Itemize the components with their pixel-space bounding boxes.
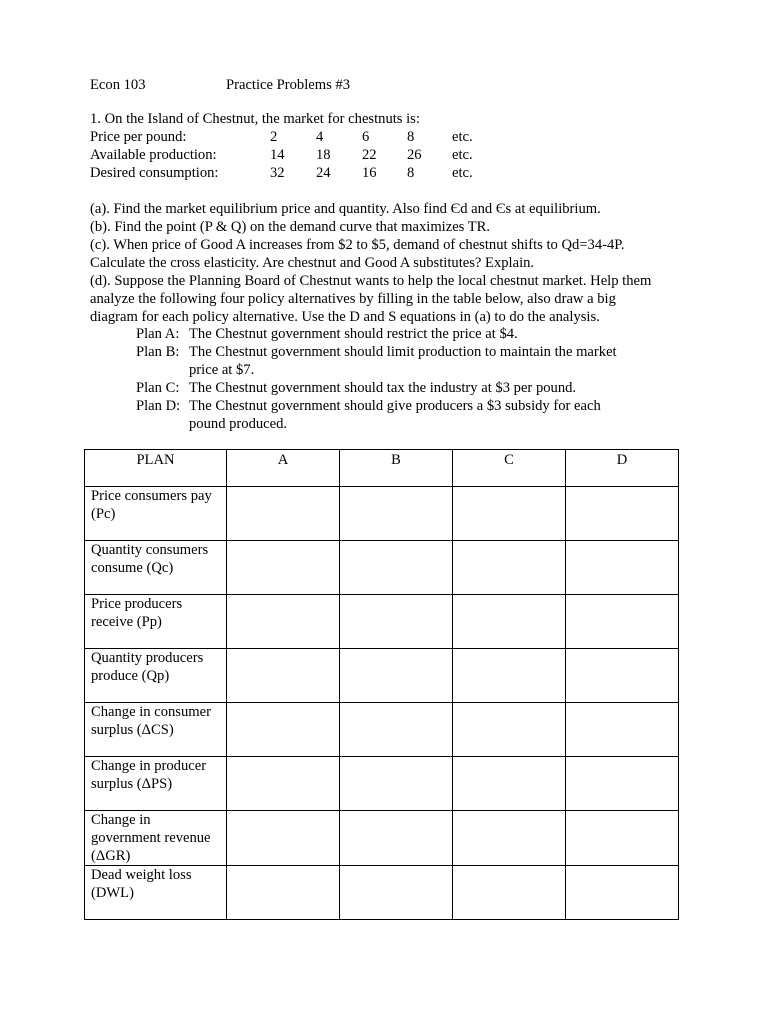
answer-cell-b[interactable] (340, 703, 453, 757)
question-line: diagram for each policy alternative. Use the D and S equations in (a) to do the analysis. (90, 309, 600, 325)
table-row (85, 703, 679, 757)
row-label-cell (85, 757, 227, 811)
schedule-row-label: Available production: (90, 147, 217, 163)
row-label-cell (85, 541, 227, 595)
schedule-value: 4 (316, 129, 324, 145)
schedule-value: 16 (362, 165, 377, 181)
page-title: Practice Problems #3 (226, 77, 351, 93)
table-row (85, 811, 679, 866)
schedule-value: 26 (407, 147, 422, 163)
answer-cell-a[interactable] (227, 703, 340, 757)
row-label-cell (85, 649, 227, 703)
answer-cell-c[interactable] (453, 811, 566, 866)
schedule-value: 14 (270, 147, 285, 163)
row-label-cell (85, 487, 227, 541)
question-line: Calculate the cross elasticity. Are chestnut and Good A substitutes? Explain. (90, 255, 535, 271)
answer-cell-a[interactable] (227, 541, 340, 595)
table-row (85, 595, 679, 649)
column-header-plan: PLAN (85, 450, 227, 487)
row-label-cell (85, 703, 227, 757)
answer-cell-a[interactable] (227, 757, 340, 811)
schedule-value: 2 (270, 129, 278, 145)
answer-cell-d[interactable] (566, 703, 679, 757)
schedule-row-label: Desired consumption: (90, 165, 219, 181)
answer-cell-d[interactable] (566, 541, 679, 595)
table-row (85, 487, 679, 541)
plan-text: price at $7. (189, 362, 255, 378)
answer-cell-c[interactable] (453, 703, 566, 757)
table-row (85, 541, 679, 595)
row-label: Quantity consumers consume (Qc) (91, 542, 209, 576)
plan-tag: Plan C: (136, 380, 180, 396)
answer-cell-c[interactable] (453, 541, 566, 595)
answer-cell-b[interactable] (340, 595, 453, 649)
column-header-c: C (453, 450, 566, 487)
row-label: Change in government revenue (ΔGR) (91, 812, 211, 864)
course-label: Econ 103 (90, 77, 146, 93)
plan-tag: Plan B: (136, 344, 180, 360)
answer-cell-c[interactable] (453, 757, 566, 811)
schedule-value: 8 (407, 165, 415, 181)
row-label: Price producers receive (Pp) (91, 596, 183, 630)
schedule-value: 18 (316, 147, 331, 163)
answer-cell-c[interactable] (453, 487, 566, 541)
row-label: Change in producer surplus (ΔPS) (91, 758, 207, 792)
row-label: Dead weight loss (DWL) (91, 867, 192, 901)
table-header-row (85, 450, 679, 487)
answer-cell-b[interactable] (340, 487, 453, 541)
table-row (85, 866, 679, 920)
answer-cell-b[interactable] (340, 811, 453, 866)
row-label: Price consumers pay (Pc) (91, 488, 212, 522)
answer-cell-c[interactable] (453, 649, 566, 703)
plan-text: pound produced. (189, 416, 288, 432)
question-line: (b). Find the point (P & Q) on the demand curve that maximizes TR. (90, 219, 491, 235)
answer-cell-d[interactable] (566, 595, 679, 649)
column-header-a: A (227, 450, 340, 487)
row-label-cell (85, 866, 227, 920)
answer-cell-d[interactable] (566, 757, 679, 811)
answer-cell-b[interactable] (340, 757, 453, 811)
plan-text: The Chestnut government should tax the industry at $3 per pound. (189, 380, 577, 396)
answer-cell-b[interactable] (340, 649, 453, 703)
answer-cell-a[interactable] (227, 866, 340, 920)
schedule-value: 24 (316, 165, 331, 181)
table-row (85, 649, 679, 703)
plan-tag: Plan D: (136, 398, 181, 414)
answer-cell-d[interactable] (566, 649, 679, 703)
question-line: (d). Suppose the Planning Board of Chestnut wants to help the local chestnut market. Help them (90, 273, 652, 289)
column-header-d: D (566, 450, 679, 487)
plan-text: The Chestnut government should limit production to maintain the market (189, 344, 617, 360)
policy-table (84, 449, 679, 920)
plan-text: The Chestnut government should give producers a $3 subsidy for each (189, 398, 601, 414)
schedule-tail: etc. (452, 165, 473, 181)
answer-cell-a[interactable] (227, 595, 340, 649)
schedule-row-label: Price per pound: (90, 129, 187, 145)
answer-cell-a[interactable] (227, 487, 340, 541)
problem-intro: 1. On the Island of Chestnut, the market for chestnuts is: (90, 111, 420, 127)
schedule-value: 8 (407, 129, 415, 145)
schedule-value: 6 (362, 129, 370, 145)
row-label-cell (85, 811, 227, 866)
row-label: Quantity producers produce (Qp) (91, 650, 204, 684)
row-label: Change in consumer surplus (ΔCS) (91, 704, 211, 738)
question-line: analyze the following four policy alternatives by filling in the table below, also draw a big (90, 291, 616, 307)
plan-text: The Chestnut government should restrict the price at $4. (189, 326, 518, 342)
schedule-tail: etc. (452, 129, 473, 145)
table-row (85, 757, 679, 811)
answer-cell-c[interactable] (453, 595, 566, 649)
answer-cell-d[interactable] (566, 487, 679, 541)
row-label-cell (85, 595, 227, 649)
answer-cell-b[interactable] (340, 541, 453, 595)
question-line: (c). When price of Good A increases from $2 to $5, demand of chestnut shifts to Qd=34-4P. (90, 237, 625, 253)
answer-cell-c[interactable] (453, 866, 566, 920)
answer-cell-d[interactable] (566, 866, 679, 920)
answer-cell-a[interactable] (227, 811, 340, 866)
schedule-value: 22 (362, 147, 377, 163)
answer-cell-b[interactable] (340, 866, 453, 920)
schedule-tail: etc. (452, 147, 473, 163)
answer-cell-a[interactable] (227, 649, 340, 703)
plan-tag: Plan A: (136, 326, 180, 342)
schedule-value: 32 (270, 165, 285, 181)
column-header-b: B (340, 450, 453, 487)
answer-cell-d[interactable] (566, 811, 679, 866)
question-line: (a). Find the market equilibrium price and quantity. Also find Єd and Єs at equilibrium. (90, 201, 601, 217)
